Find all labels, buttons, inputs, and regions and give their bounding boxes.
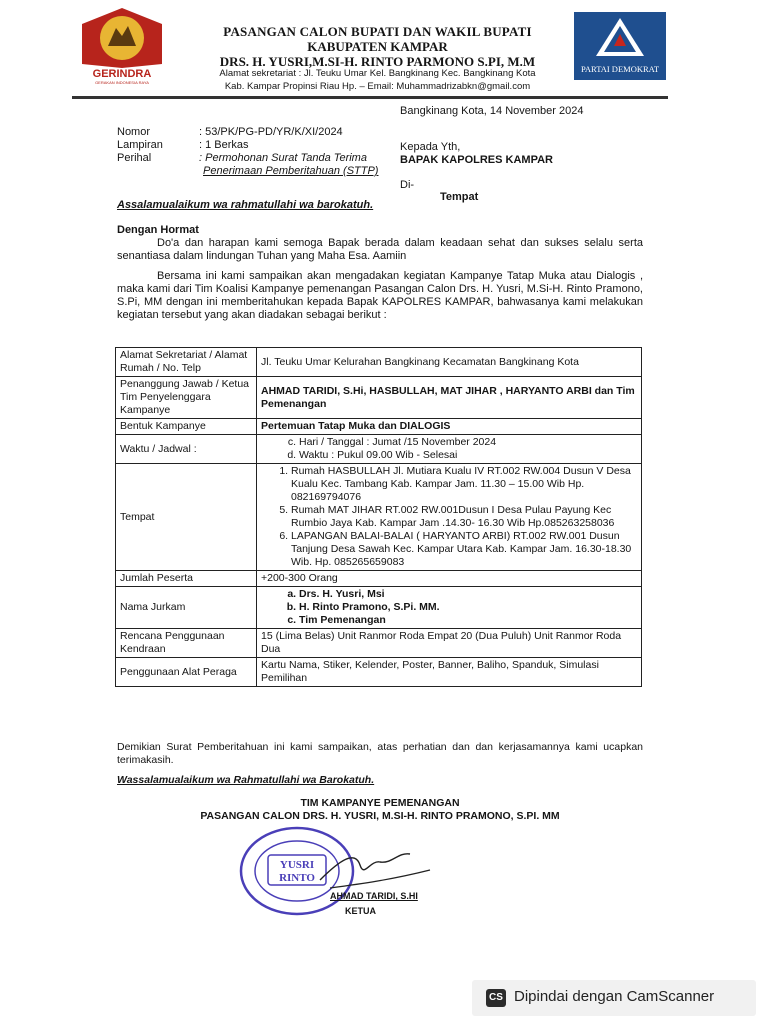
table-cell-value: Jl. Teuku Umar Kelurahan Bangkinang Kecamatan Bangkinang Kota (257, 348, 642, 377)
table-row (116, 658, 642, 687)
table-row (116, 419, 642, 435)
table-row (116, 464, 642, 571)
table-cell-value: 15 (Lima Belas) Unit Ranmor Roda Empat 20 (Dua Puluh) Unit Ranmor Roda Dua (257, 629, 642, 658)
paragraph-2: Bersama ini kami sampaikan akan mengadakan kegiatan Kampanye Tatap Muka atau Dialogis , maka kami dari Tim Koalisi Kampanye pemenangan Pasangan Calon Drs. H. Yusri, M.Si-H. Rinto Pramono, S.Pi, MM dengan ini memberitahukan kepada Bapak KAPOLRES KAMPAR, bahwasanya kami melakukan kegiatan tersebut yang akan diadakan sebagai berikut : (117, 270, 643, 321)
team-candidates: PASANGAN CALON DRS. H. YUSRI, M.SI-H. RINTO PRAMONO, S.PI. MM (200, 810, 560, 822)
list-item: d. Waktu : Pukul 09.00 Wib - Selesai (299, 449, 637, 462)
table-cell-label: Waktu / Jadwal : (116, 435, 257, 464)
list-item: 6. LAPANGAN BALAI-BALAI ( HARYANTO ARBI) RT.002 RW.001 Dusun Tanjung Desa Sawah Kec. Kampar Utara Kab. Kampar Jam. 16.30-18.30 Wib. Hp. 085265659083 (291, 530, 637, 569)
table-cell-label: Alamat Sekretariat / Alamat Rumah / No. Telp (116, 348, 257, 377)
nomor-label: Nomor (117, 126, 151, 138)
table-cell-value: AHMAD TARIDI, S.Hi, HASBULLAH, MAT JIHAR , HARYANTO ARBI dan Tim Pemenangan (257, 377, 642, 419)
closing-paragraph: Demikian Surat Pemberitahuan ini kami sampaikan, atas perhatian dan dan kerjasamannya kami ucapkan terimakasih. (117, 741, 643, 766)
signer-role: KETUA (345, 906, 376, 916)
lampiran-label: Lampiran (117, 139, 163, 151)
letterhead-divider (72, 96, 668, 99)
place-date: Bangkinang Kota, 14 November 2024 (400, 105, 584, 117)
table-cell-label: Bentuk Kampanye (116, 419, 257, 435)
letterhead-contact: Kab. Kampar Propinsi Riau Hp. – Email: Muhammadrizabkn@gmail.com (224, 81, 531, 92)
list-item: a. Drs. H. Yusri, Msi (299, 588, 637, 601)
table-cell-value (257, 587, 642, 629)
gerindra-logo-tagline: GERAKAN INDONESIA RAYA (95, 80, 149, 85)
perihal-value: : Permohonan Surat Tanda Terima (199, 152, 367, 164)
table-row (116, 587, 642, 629)
list-item: 5. Rumah MAT JIHAR RT.002 RW.001Dusun I Desa Pulau Payung Kec Rumbio Jaya Kab. Kampar Jam .14.30- 16.30 Wib Hp.085263258036 (291, 504, 637, 530)
table-row (116, 348, 642, 377)
list-item: c. Tim Pemenangan (299, 614, 637, 627)
opening-salutation: Assalamualaikum wa rahmatullahi wa barokatuh. (117, 199, 374, 211)
closing-salutation: Wassalamualaikum wa Rahmatullahi wa Barokatuh. (117, 774, 375, 786)
letterhead-address: Alamat sekretariat : Jl. Teuku Umar Kel. Bangkinang Kec. Bangkinang Kota (219, 68, 536, 79)
table-cell-label: Tempat (116, 464, 257, 571)
table-cell-value: +200-300 Orang (257, 571, 642, 587)
letterhead-line-1: PASANGAN CALON BUPATI DAN WAKIL BUPATI (223, 24, 532, 39)
dengan-hormat: Dengan Hormat (117, 224, 199, 236)
table-row (116, 571, 642, 587)
camscanner-text: Dipindai dengan CamScanner (514, 988, 715, 1005)
signer-name: AHMAD TARIDI, S.HI (330, 891, 418, 901)
team-title: TIM KAMPANYE PEMENANGAN (300, 797, 460, 809)
table-cell-value (257, 435, 642, 464)
gerindra-logo (76, 6, 168, 86)
perihal-value-line-2: Penerimaan Pemberitahuan (STTP) (203, 165, 379, 177)
table-row (116, 629, 642, 658)
table-cell-value: Kartu Nama, Stiker, Kelender, Poster, Banner, Baliho, Spanduk, Simulasi Pemilihan (257, 658, 642, 687)
perihal-label: Perihal (117, 152, 152, 164)
table-cell-label: Penggunaan Alat Peraga (116, 658, 257, 687)
list-item: b. H. Rinto Pramono, S.Pi. MM. (299, 601, 637, 614)
paragraph-1: Do'a dan harapan kami semoga Bapak berada dalam keadaan sehat dan sukses selalu serta senantiasa dalam lindungan Tuhan yang Maha Esa. Aamiin (117, 237, 643, 262)
table-cell-label: Rencana Penggunaan Kendraan (116, 629, 257, 658)
recipient-place: Tempat (440, 191, 479, 203)
tempat-list (261, 465, 637, 569)
table-row (116, 435, 642, 464)
recipient-name: BAPAK KAPOLRES KAMPAR (400, 154, 553, 166)
demokrat-logo (574, 12, 666, 80)
list-item: c. Hari / Tanggal : Jumat /15 November 2024 (299, 436, 637, 449)
campaign-detail-table (115, 347, 642, 687)
camscanner-icon: CS (486, 989, 506, 1007)
lampiran-value: : 1 Berkas (199, 139, 249, 151)
demokrat-logo-text: PARTAI DEMOKRAT (580, 64, 660, 74)
list-item: 1. Rumah HASBULLAH Jl. Mutiara Kualu IV RT.002 RW.004 Dusun V Desa Kualu Kec. Tambang Kab. Kampar Jam. 11.30 – 15.00 Wib Hp. 082169794076 (291, 465, 637, 504)
table-cell-label: Penanggung Jawab / Ketua Tim Penyelenggara Kampanye (116, 377, 257, 419)
letterhead-line-3: DRS. H. YUSRI,M.SI-H. RINTO PARMONO S.PI, M.M (219, 54, 536, 69)
table-cell-value (257, 464, 642, 571)
gerindra-logo-text: GERINDRA (92, 68, 152, 80)
nomor-value: : 53/PK/PG-PD/YR/K/XI/2024 (199, 126, 343, 138)
recipient-di: Di- (400, 179, 415, 191)
table-cell-label: Nama Jurkam (116, 587, 257, 629)
letterhead-line-2: KABUPATEN KAMPAR (307, 39, 448, 54)
svg-text:RINTO: RINTO (279, 872, 315, 884)
table-cell-label: Jumlah Peserta (116, 571, 257, 587)
recipient-greeting: Kepada Yth, (400, 141, 461, 153)
svg-text:YUSRI: YUSRI (279, 859, 315, 871)
table-cell-value: Pertemuan Tatap Muka dan DIALOGIS (257, 419, 642, 435)
table-row (116, 377, 642, 419)
